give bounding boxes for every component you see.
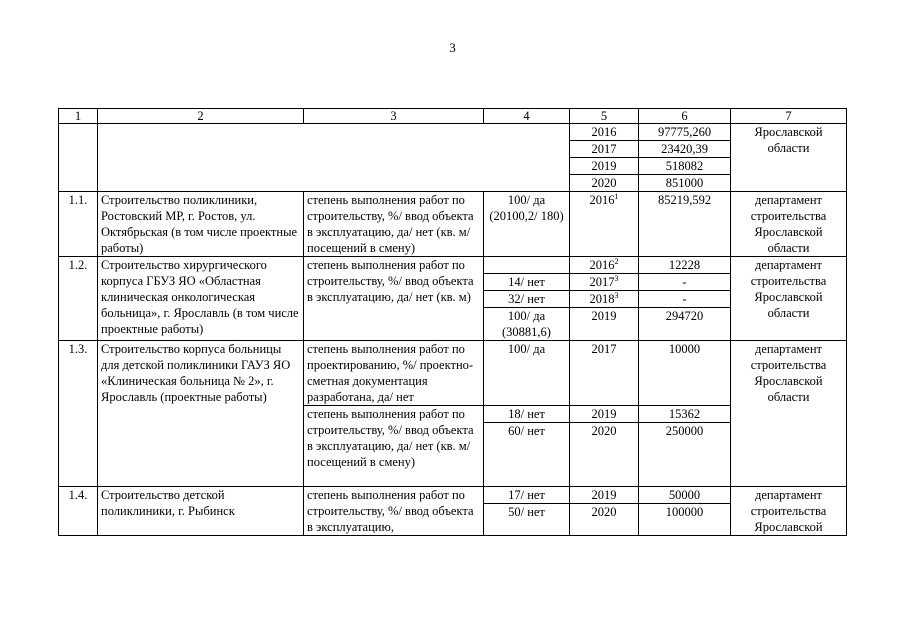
table-row (59, 487, 847, 504)
amount-cell: 15362 (639, 406, 731, 423)
amount-cell: 23420,39 (639, 141, 731, 158)
item-name: Строительство хирургического корпуса ГБУЗ ЯО «Областная клиническая онкологическая больница», г. Ярославль (в том числе проектные работы) (98, 257, 304, 341)
amount-cell: 97775,260 (639, 124, 731, 141)
year-text: 2016 (589, 258, 615, 272)
value-cell: 50/ нет (484, 504, 570, 536)
value-cell: 100/ да (30881,6) (484, 308, 570, 341)
year-cell: 2019 (570, 308, 639, 341)
value-cell: 17/ нет (484, 487, 570, 504)
amount-cell: 294720 (639, 308, 731, 341)
year-cell (570, 291, 639, 308)
header-cell: 4 (484, 109, 570, 124)
year-cell (570, 257, 639, 274)
indicator-cell: степень выполнения работ по проектированию, %/ проектно-сметная документация разработана, да/ нет (304, 341, 484, 406)
amount-cell: 518082 (639, 158, 731, 175)
table-row (59, 192, 847, 257)
indicator-cell: степень выполнения работ по строительству, %/ ввод объекта в эксплуатацию, да/ нет (кв. м) (304, 257, 484, 341)
header-row (59, 109, 847, 124)
table-row (59, 257, 847, 274)
continued-cell (98, 124, 570, 192)
item-number: 1.1. (59, 192, 98, 257)
num-cell (59, 124, 98, 192)
year-cell: 2019 (570, 158, 639, 175)
indicator-cell: степень выполнения работ по строительству, %/ ввод объекта в эксплуатацию, (304, 487, 484, 536)
indicator-cell: степень выполнения работ по строительству, %/ ввод объекта в эксплуатацию, да/ нет (кв. м/ посещений в смену) (304, 192, 484, 257)
header-cell: 3 (304, 109, 484, 124)
value-cell: 14/ нет (484, 274, 570, 291)
header-cell: 2 (98, 109, 304, 124)
responsible-cell: департамент строительства Ярославской области (731, 341, 847, 487)
amount-cell: - (639, 291, 731, 308)
header-cell: 6 (639, 109, 731, 124)
year-cell: 2020 (570, 175, 639, 192)
amount-cell: 100000 (639, 504, 731, 536)
header-cell: 5 (570, 109, 639, 124)
page-number: 3 (449, 40, 456, 55)
year-text: 2018 (589, 292, 615, 306)
item-name: Строительство поликлиники, Ростовский МР, г. Ростов, ул. Октябрьская (в том числе проектные работы) (98, 192, 304, 257)
amount-cell: 250000 (639, 423, 731, 487)
item-name: Строительство детской поликлиники, г. Рыбинск (98, 487, 304, 536)
program-table (58, 108, 847, 536)
value-cell (484, 257, 570, 274)
value-cell: 100/ да (484, 341, 570, 406)
header-cell: 7 (731, 109, 847, 124)
header-cell: 1 (59, 109, 98, 124)
year-cell: 2020 (570, 423, 639, 487)
responsible-cell: Ярославской области (731, 124, 847, 192)
year-cell: 2017 (570, 141, 639, 158)
item-number: 1.4. (59, 487, 98, 536)
item-number: 1.3. (59, 341, 98, 487)
value-cell: 60/ нет (484, 423, 570, 487)
amount-cell: 851000 (639, 175, 731, 192)
footnote-mark: 1 (614, 191, 619, 201)
amount-cell: - (639, 274, 731, 291)
value-cell: 18/ нет (484, 406, 570, 423)
indicator-cell: степень выполнения работ по строительству, %/ ввод объекта в эксплуатацию, да/ нет (кв. м/ посещений в смену) (304, 406, 484, 487)
amount-cell: 85219,592 (639, 192, 731, 257)
year-cell: 2017 (570, 341, 639, 406)
footnote-mark: 3 (614, 290, 619, 300)
year-text: 2016 (589, 193, 615, 207)
year-text: 2017 (589, 275, 615, 289)
responsible-cell: департамент строительства Ярославской (731, 487, 847, 536)
amount-cell: 50000 (639, 487, 731, 504)
amount-cell: 12228 (639, 257, 731, 274)
footnote-mark: 2 (614, 256, 619, 266)
table-row (59, 341, 847, 406)
value-cell: 32/ нет (484, 291, 570, 308)
year-cell: 2020 (570, 504, 639, 536)
value-cell: 100/ да (20100,2/ 180) (484, 192, 570, 257)
year-cell: 2019 (570, 406, 639, 423)
footnote-mark: 3 (614, 273, 619, 283)
table-row (59, 124, 847, 141)
year-cell: 2016 (570, 124, 639, 141)
year-cell (570, 192, 639, 257)
year-cell: 2019 (570, 487, 639, 504)
year-cell (570, 274, 639, 291)
amount-cell: 10000 (639, 341, 731, 406)
item-name: Строительство корпуса больницы для детской поликлиники ГАУЗ ЯО «Клиническая больница № 2», г. Ярославль (проектные работы) (98, 341, 304, 487)
item-number: 1.2. (59, 257, 98, 341)
responsible-cell: департамент строительства Ярославской области (731, 192, 847, 257)
responsible-cell: департамент строительства Ярославской области (731, 257, 847, 341)
